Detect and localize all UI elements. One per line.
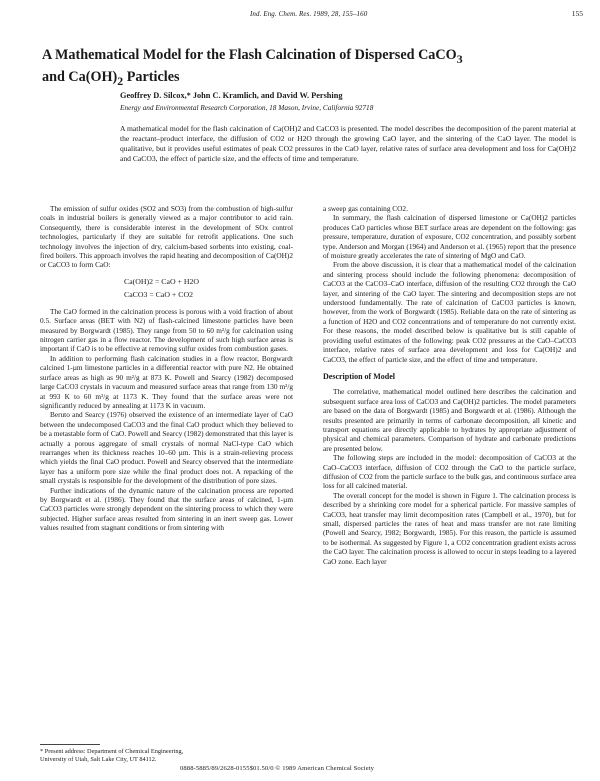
summary-paragraph: In summary, the flash calcination of dispersed limestone or Ca(OH)2 particles produces CaO particles whose BET surface areas are dependent on the following: gas pressure, temperature, duration of exposure, CO2 concentration, and possibly sorbent type. Anderson and Morgan (1964) and Anderson et al. (1965) report that the presence of moisture greatly accelerates the rate of sintering of MgO and CaO. (323, 213, 576, 261)
model-paragraph-1: The correlative, mathematical model outlined here describes the calcination and subsequent surface area loss of CaCO3 and Ca(OH)2 particles. The model parameters are based on the data of Borgwardt (1985) and Borgwardt et al. (1986). Although the results presented are primarily in terms of carbonate decomposition, all kinetic and transport equations are directly applicable to hydrates by appropriate adjustment of physical and chemical parameters. Comparison of hydrate and carbonate predictions are presented below. (323, 387, 576, 453)
intro-paragraph-1: The emission of sulfur oxides (SO2 and SO3) from the combustion of high-sulfur coals in industrial boilers is generally viewed as a major contributor to acid rain. Consequently, there is considerable interest in the development of SOx control technologies, particularly if they are suitable for retrofit applications. One such technology involves the injection of dry, calcium-based sorbents into existing, coal-fired boilers. This approach involves the rapid heating and decomposition of Ca(OH)2 or CaCO3 to form CaO: (40, 204, 293, 270)
intro-paragraph-2: The CaO formed in the calcination process is porous with a void fraction of about 0.5. Surface areas (BET with N2) of flash-calcined limestone particles have been measured by Borgwardt (1985). They range from 50 to 60 m²/g for calcination using nitrogen carrier gas in a flow reactor. The development of such high surface areas is important if CaO is to be effective at removing sulfur oxides from combustion gases. (40, 306, 293, 354)
title-line2-subscript: 2 (117, 73, 124, 88)
intro-paragraph-4: Beruto and Searcy (1976) observed the existence of an intermediate layer of CaO between the undecomposed CaCO3 and the final CaO product which they believed to be a metastable form of CaO. Powell and Searcy (1982) demonstrated that this layer is actually a porous aggregate of small crystals of normal NaCl-type CaO which rearranges when its thickness reaches 10–60 µm. This is a strain-relieving process which yields the final CaO product. Powell and Searcy observed that the intermediate layer has a uniform pore size while the final product does not. A repacking of the small crystals is responsible for the development of the distribution of pore sizes. (40, 410, 293, 486)
page-number: 155 (571, 9, 583, 18)
left-column (40, 204, 293, 533)
running-head: Ind. Eng. Chem. Res. 1989, 28, 155–160 (250, 10, 368, 18)
model-paragraph-3: The overall concept for the model is shown in Figure 1. The calcination process is described by a shrinking core model for a spherical particle. For massive samples of CaCO3, heat transfer may limit decomposition rates (Campbell et al., 1970), but for small, dispersed particles the rates of heat and mass transfer are not rate limiting (Powell and Searcy, 1982; Borgwardt, 1985). For this reason, the particle is assumed to be isothermal. As suggested by Figure 1, a CO2 concentration gradient exists across the CaO layer. The calcination process is allowed to occur in steps leading to a layered CaO zone. Each layer (323, 490, 576, 566)
right-column (323, 204, 576, 566)
section-heading-description-of-model: Description of Model (323, 371, 395, 381)
abstract: A mathematical model for the flash calcination of Ca(OH)2 and CaCO3 is presented. The model describes the decomposition of the parent material at the reactant–product interface, the diffusion of CO2 or H2O through the growing CaO layer, and the sintering of the CaO layer. The model is qualitative, but it provides useful estimates of peak CO2 pressures in the CaO layer, relative rates of surface area development and loss for Ca(OH)2 and CaCO3, the effect of particle size, and the effects of time and temperature. (120, 124, 576, 164)
reaction-equations (40, 275, 293, 301)
equation-hydrate: Ca(OH)2 = CaO + H2O (124, 276, 200, 286)
intro-paragraph-3: In addition to performing flash calcination studies in a flow reactor, Borgwardt calcined 1-µm limestone particles in a differential reactor with pure N2. He obtained surface areas as high as 90 m²/g at 873 K. Powell and Searcy (1982) decomposed large CaCO3 crystals in vacuum and measured surface areas that range from 130 m²/g at 993 K to 60 m²/g at 1173 K. They found that the surface areas were not significantly reduced by annealing at 1173 K in vacuum. (40, 353, 293, 410)
continued-paragraph: a sweep gas containing CO2. (323, 204, 408, 213)
model-requirements-paragraph: From the above discussion, it is clear that a mathematical model of the calcination and sintering process should include the following phenomena: decomposition of CaCO3 at the CaCO3–CaO interface, diffusion of the resulting CO2 through the CaO layer, and sintering of the CaO layer. The sintering and decomposition steps are not understood fundamentally. The rate of calcination of CaCO3 particles is known, however, from the work of Borgwardt (1985). Reliable data on the rate of sintering as a function of H2O and CO2 concentrations and of temperature do not currently exist. For these reasons, the model described below is qualitative but is still capable of providing useful estimates of the following: peak CO2 pressures at the CaO–CaCO3 interface, relative rates of surface area development and loss for Ca(OH)2 and CaCO3, the effect of particle size, and the effect of time and temperature. (323, 260, 576, 364)
title-line2-start: and Ca(OH) (42, 68, 118, 85)
title-line1: A Mathematical Model for the Flash Calcination of Dispersed CaCO (42, 47, 457, 63)
equation-carbonate: CaCO3 = CaO + CO2 (124, 289, 194, 299)
title-line1-subscript: 3 (456, 51, 463, 66)
footnote-divider (40, 744, 100, 745)
model-paragraph-2: The following steps are included in the model: decomposition of CaCO3 at the CaO–CaCO3 interface, diffusion of CO2 through the CaO to the particle surface, diffusion of CO2 from the particle surface to the bulk gas, and continuous surface area loss for all calcined material. (323, 453, 576, 491)
copyright-line: 0888-5885/89/2628-0155$01.50/0 © 1989 American Chemical Society (180, 765, 375, 772)
intro-paragraph-5: Further indications of the dynamic nature of the calcination process are reported by Borgwardt et al. (1986). They found that the surface areas of calcined, 1-µm CaCO3 particles were strongly dependent on the sintering process to which they were subjected. Higher surface areas resulted from sintering in an inert sweep gas. Lower values resulted from stagnant conditions or from sintering with (40, 485, 293, 533)
article-title (42, 46, 582, 90)
author-footnote (40, 748, 293, 764)
title-line2-end: Particles (123, 68, 180, 85)
author-list: Geoffrey D. Silcox,* John C. Kramlich, and David W. Pershing (120, 91, 343, 100)
footnote-line-2: University of Utah, Salt Lake City, UT 84112. (40, 756, 157, 763)
footnote-line-1: * Present address: Department of Chemical Engineering, (40, 748, 184, 755)
affiliation: Energy and Environmental Research Corporation, 18 Mason, Irvine, California 92718 (120, 103, 374, 112)
